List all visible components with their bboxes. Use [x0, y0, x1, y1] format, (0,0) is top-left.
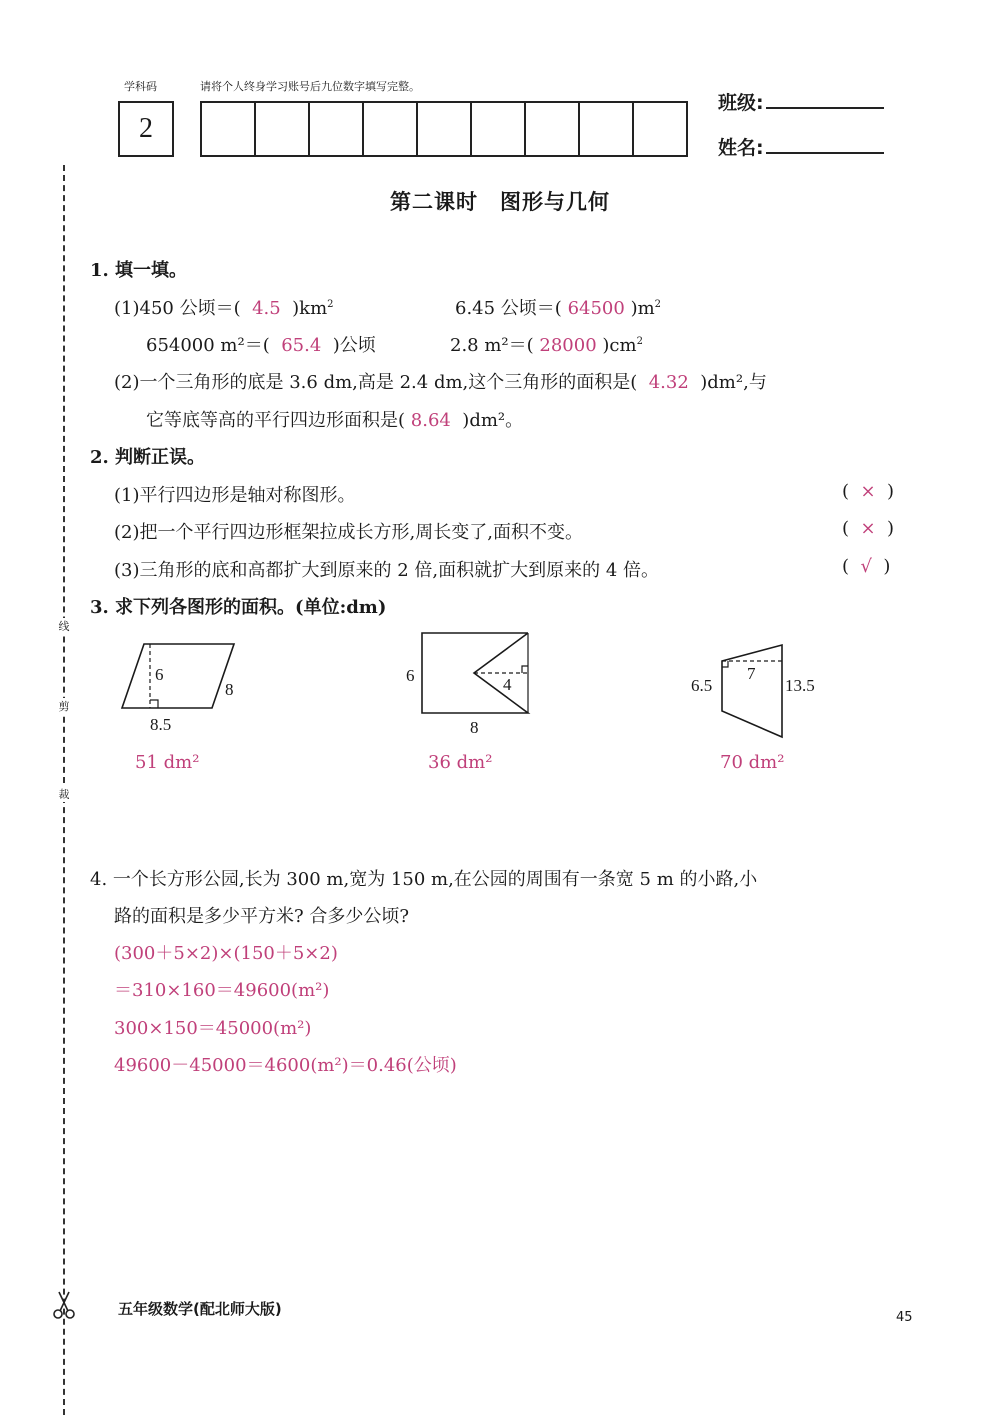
cut-label-cai: 裁 — [55, 786, 73, 802]
digit-box[interactable] — [364, 103, 418, 155]
q1-l3-post: )dm²,与 — [700, 372, 767, 393]
rectangle-cutout-figure — [400, 625, 545, 740]
q2-judge-2: ( × ) — [842, 518, 895, 539]
q1-line1b: 6.45 公顷＝( 64500 )$m^2$ — [455, 298, 662, 319]
digit-box[interactable] — [256, 103, 310, 155]
q1-l1a-post: )km — [292, 298, 328, 319]
q1-l2a-pre: 654000 m²＝( — [146, 335, 270, 356]
footer-book-title: 五年级数学(配北师大版) — [118, 1300, 282, 1318]
fig2-triangle-height-label: 4 — [503, 675, 512, 694]
class-underline[interactable] — [766, 106, 884, 109]
q1-answer-3: 65.4 — [281, 335, 322, 356]
q1-line4 — [146, 406, 523, 432]
fig2-answer: 36 dm² — [428, 752, 493, 773]
q2-heading: 2. 判断正误。 — [90, 447, 206, 468]
fig1-base-label: 8.5 — [150, 715, 172, 734]
fig1-answer: 51 dm² — [135, 752, 200, 773]
q1-l1b-pre: 6.45 公顷＝( — [455, 298, 562, 319]
q4-line2: 路的面积是多少平方米? 合多少公顷? — [114, 906, 410, 927]
name-label: 姓名: — [718, 137, 764, 159]
q4-line1: 4. 一个长方形公园,长为 300 m,宽为 150 m,在公园的周围有一条宽 5 m 的小路,小 — [90, 869, 758, 890]
q1-l2a-post: )公顷 — [332, 335, 376, 356]
fig3-answer: 70 dm² — [720, 752, 785, 773]
class-label: 班级: — [718, 92, 764, 114]
q4-work-3: 300×150＝45000(m²) — [114, 1018, 312, 1039]
fig3-left-label: 6.5 — [691, 676, 713, 695]
fig1-height-label: 6 — [155, 665, 164, 684]
q1-line2a — [146, 331, 376, 357]
q2-mark-1: × — [860, 481, 876, 502]
fig1-side-label: 8 — [225, 680, 234, 699]
cut-label-xian: 线 — [55, 618, 73, 634]
q1-line2b: 2.8 m²＝( 28000 )$cm^2$ — [450, 335, 643, 356]
q2-judge-3: ( √ ) — [842, 556, 891, 577]
q2-judge-1: ( × ) — [842, 481, 895, 502]
scissors-icon — [52, 1290, 76, 1320]
fig2-base-label: 8 — [470, 718, 479, 737]
q2-item-1: (1)平行四边形是轴对称图形。 — [114, 485, 356, 506]
trapezoid-figure — [685, 635, 825, 745]
subject-code-box: 2 — [118, 101, 174, 157]
digit-box[interactable] — [580, 103, 634, 155]
q4-work-1: (300＋5×2)×(150＋5×2) — [114, 943, 338, 964]
page-number: 45 — [896, 1310, 913, 1325]
q1-answer-5: 4.32 — [648, 372, 689, 393]
q1-l1b-post: )m — [630, 298, 655, 319]
fig3-height-label: 7 — [747, 664, 756, 683]
fig3-right-label: 13.5 — [785, 676, 815, 695]
q1-heading: 1. 填一填。 — [90, 260, 188, 281]
digit-box[interactable] — [202, 103, 256, 155]
q4-work-4: 49600－45000＝4600(m²)＝0.46(公顷) — [114, 1055, 457, 1076]
cut-label-jian: 剪 — [55, 698, 73, 714]
fig2-side-label: 6 — [406, 666, 415, 685]
digit-box[interactable] — [472, 103, 526, 155]
q1-l1a-pre: (1)450 公顷＝( — [114, 298, 241, 319]
q2-item-2: (2)把一个平行四边形框架拉成长方形,周长变了,面积不变。 — [114, 522, 583, 543]
q4-work-2: ＝310×160＝49600(m²) — [114, 980, 330, 1001]
subject-code-label: 学科码 — [124, 80, 157, 93]
q1-l2b-pre: 2.8 m²＝( — [450, 335, 534, 356]
digit-box[interactable] — [634, 103, 686, 155]
class-field[interactable] — [718, 88, 884, 115]
name-field[interactable] — [718, 133, 884, 160]
q1-answer-2: 64500 — [567, 298, 625, 319]
q1-answer-6: 8.64 — [410, 410, 451, 431]
account-digit-boxes[interactable] — [200, 101, 688, 157]
q1-line1a: (1)450 公顷＝( 4.5 )$km^2$ — [114, 298, 334, 319]
page-title: 第二课时 图形与几何 — [390, 190, 610, 214]
q1-answer-4: 28000 — [539, 335, 597, 356]
q2-mark-3: √ — [860, 556, 872, 577]
instruction-text: 请将个人终身学习账号后九位数字填写完整。 — [200, 80, 420, 93]
q1-l4-post: )dm²。 — [462, 410, 524, 431]
q1-l3-pre: (2)一个三角形的底是 3.6 dm,高是 2.4 dm,这个三角形的面积是( — [114, 372, 638, 393]
q2-item-3: (3)三角形的底和高都扩大到原来的 2 倍,面积就扩大到原来的 4 倍。 — [114, 560, 660, 581]
q3-heading: 3. 求下列各图形的面积。(单位:dm) — [90, 597, 387, 618]
q1-l2b-post: )cm — [602, 335, 637, 356]
parallelogram-figure — [110, 630, 250, 738]
digit-box[interactable] — [310, 103, 364, 155]
digit-box[interactable] — [526, 103, 580, 155]
name-underline[interactable] — [766, 151, 884, 154]
digit-box[interactable] — [418, 103, 472, 155]
q2-mark-2: × — [860, 518, 876, 539]
q1-l4-pre: 它等底等高的平行四边形面积是( — [146, 410, 406, 431]
q1-answer-1: 4.5 — [252, 298, 281, 319]
q1-line3 — [114, 368, 767, 394]
